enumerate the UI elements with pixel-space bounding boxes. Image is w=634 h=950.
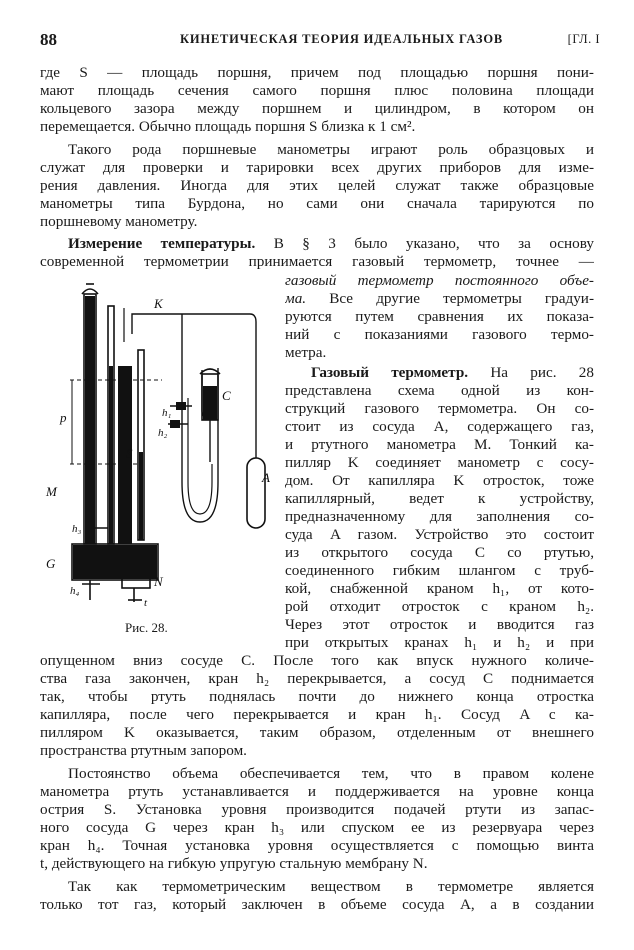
text-line: стоит из сосуда A, содержащего газ, bbox=[285, 418, 594, 435]
text-line: капилляра, после чего перекрывается и кран h₁. Сосуд A с ка- bbox=[40, 706, 594, 723]
label-h2: h₂ bbox=[158, 427, 168, 439]
text-line: пилляром K оказывается, таким образом, отделенным от внешнего bbox=[40, 724, 594, 741]
text-span: Все другие термометры градуи- bbox=[306, 290, 594, 307]
text-line: Через этот отросток и вводится газ bbox=[285, 616, 594, 633]
text-line: кран h₄. Точная установка уровня осуществляется с помощью винта bbox=[40, 837, 594, 854]
text-line: рой отходит отросток с краном h₂. bbox=[285, 598, 594, 615]
text-line: служат для проверки и тарировки всех других приборов для изме- bbox=[40, 159, 594, 176]
section-heading: Измерение температуры. bbox=[68, 235, 256, 252]
text-line: предназначенному для заполнения со- bbox=[285, 508, 594, 525]
label-c: C bbox=[222, 388, 231, 403]
figure-caption: Рис. 28. bbox=[125, 620, 168, 635]
label-g: G bbox=[46, 556, 56, 571]
text-line: дом. От капилляра K отросток, тоже bbox=[285, 472, 594, 489]
chapter-marker: [ГЛ. I bbox=[567, 32, 600, 46]
text-line: острия S. Установка уровня производится подачей ртути из запас- bbox=[40, 801, 594, 818]
text-line: рения давления. Иногда для этих целей служат также образцовые bbox=[40, 177, 594, 194]
text-line: соединенного гибким шлангом с труб- bbox=[285, 562, 594, 579]
label-p: p bbox=[60, 410, 67, 425]
text-line bbox=[285, 364, 594, 382]
text-line bbox=[285, 290, 594, 308]
label-m: M bbox=[46, 484, 57, 499]
text-line bbox=[40, 235, 594, 253]
text-line: поршневому манометру. bbox=[40, 213, 198, 230]
text-line: манометры типа Бурдона, но сами они сначала тарируются по bbox=[40, 195, 594, 212]
vessel-a bbox=[247, 458, 265, 528]
text-line: капиллярный, ведет к устройству, bbox=[285, 490, 594, 507]
text-line: ства газа закончен, кран h₂ перекрывается, а сосуд C поднимается bbox=[40, 670, 594, 687]
text-line: современной термометрии принимается газовый термометр, точнее — bbox=[40, 253, 594, 270]
text-line: газовый термометр постоянного объе- bbox=[285, 272, 594, 289]
text-line: мают площадь сечения самого поршня плюс половина площади bbox=[40, 82, 594, 99]
text-line: манометра ртуть устанавливается и поддерживается на уровне конца bbox=[40, 783, 594, 800]
label-h3: h₃ bbox=[72, 523, 82, 535]
text-line: Постоянство объема обеспечивается тем, что в правом колене bbox=[68, 765, 594, 782]
text-span: В § 3 было указано, что за основу bbox=[255, 235, 594, 252]
text-line: пространства ртутным запором. bbox=[40, 742, 247, 759]
text-line: представлена схема одной из кон- bbox=[285, 382, 594, 399]
label-a: A bbox=[262, 470, 270, 485]
text-line: при открытых кранах h₁ и h₂ и при bbox=[285, 634, 594, 651]
text-line: струкций газового термометра. Он со- bbox=[285, 400, 594, 417]
capillary-k bbox=[132, 314, 256, 458]
text-line: где S — площадь поршня, причем под площадью поршня пони- bbox=[40, 64, 594, 81]
text-line: метра. bbox=[285, 344, 327, 361]
text-line: перемещается. Обычно площадь поршня S близка к 1 см². bbox=[40, 118, 416, 135]
mercury-s bbox=[139, 452, 143, 540]
page-header bbox=[40, 30, 600, 50]
mercury-g bbox=[73, 545, 157, 579]
label-h1: h₁ bbox=[162, 407, 172, 419]
label-s: S bbox=[126, 446, 133, 461]
running-title: КИНЕТИЧЕСКАЯ ТЕОРИЯ ИДЕАЛЬНЫХ ГАЗОВ bbox=[180, 32, 503, 46]
text-line: Так как термометрическим веществом в термометре является bbox=[68, 878, 594, 895]
text-line: суда A газом. Устройство это состоит bbox=[285, 526, 594, 543]
text-line: руются путем сравнения их показа- bbox=[285, 308, 594, 325]
mercury-second bbox=[109, 366, 113, 544]
text-line: ного сосуда G через кран h₃ или спуском ее из резервуара через bbox=[40, 819, 594, 836]
text-line: только тот газ, который заключен в объеме сосуда A, а в создании bbox=[40, 896, 594, 913]
label-t: t bbox=[144, 597, 148, 609]
text-line: t, действующего на гибкую упругую стальную мембрану N. bbox=[40, 855, 428, 872]
mercury-left bbox=[85, 296, 95, 544]
text-line: опущенном вниз сосуде C. После того как впуск нужного количе- bbox=[40, 652, 594, 669]
text-line: так, чтобы ртуть поднялась почти до нижнего конца отростка bbox=[40, 688, 594, 705]
text-line: ний с показаниями газового термо- bbox=[285, 326, 594, 343]
label-h4: h₄ bbox=[70, 585, 80, 597]
section-heading: Газовый термометр. bbox=[311, 364, 469, 381]
text-line: кольцевого зазора между поршнем и цилиндром, в котором он bbox=[40, 100, 594, 117]
gas-thermometer-figure bbox=[42, 282, 278, 616]
text-span-italic: ма. bbox=[285, 290, 307, 307]
label-n: N bbox=[154, 574, 163, 589]
text-line: и ртутного манометра M. Тонкий ка- bbox=[285, 436, 594, 453]
page-number: 88 bbox=[40, 30, 57, 49]
text-line: из открытого сосуда C со ртутью, bbox=[285, 544, 594, 561]
text-span: На рис. 28 bbox=[468, 364, 594, 381]
text-line: Такого рода поршневые манометры играют роль образцовых и bbox=[68, 141, 594, 158]
text-line: пилляр K соединяет манометр с сосу- bbox=[285, 454, 594, 471]
text-line: кой, снабженной краном h₁, от кото- bbox=[285, 580, 594, 597]
label-k: K bbox=[154, 296, 163, 311]
mercury-c bbox=[203, 386, 217, 420]
